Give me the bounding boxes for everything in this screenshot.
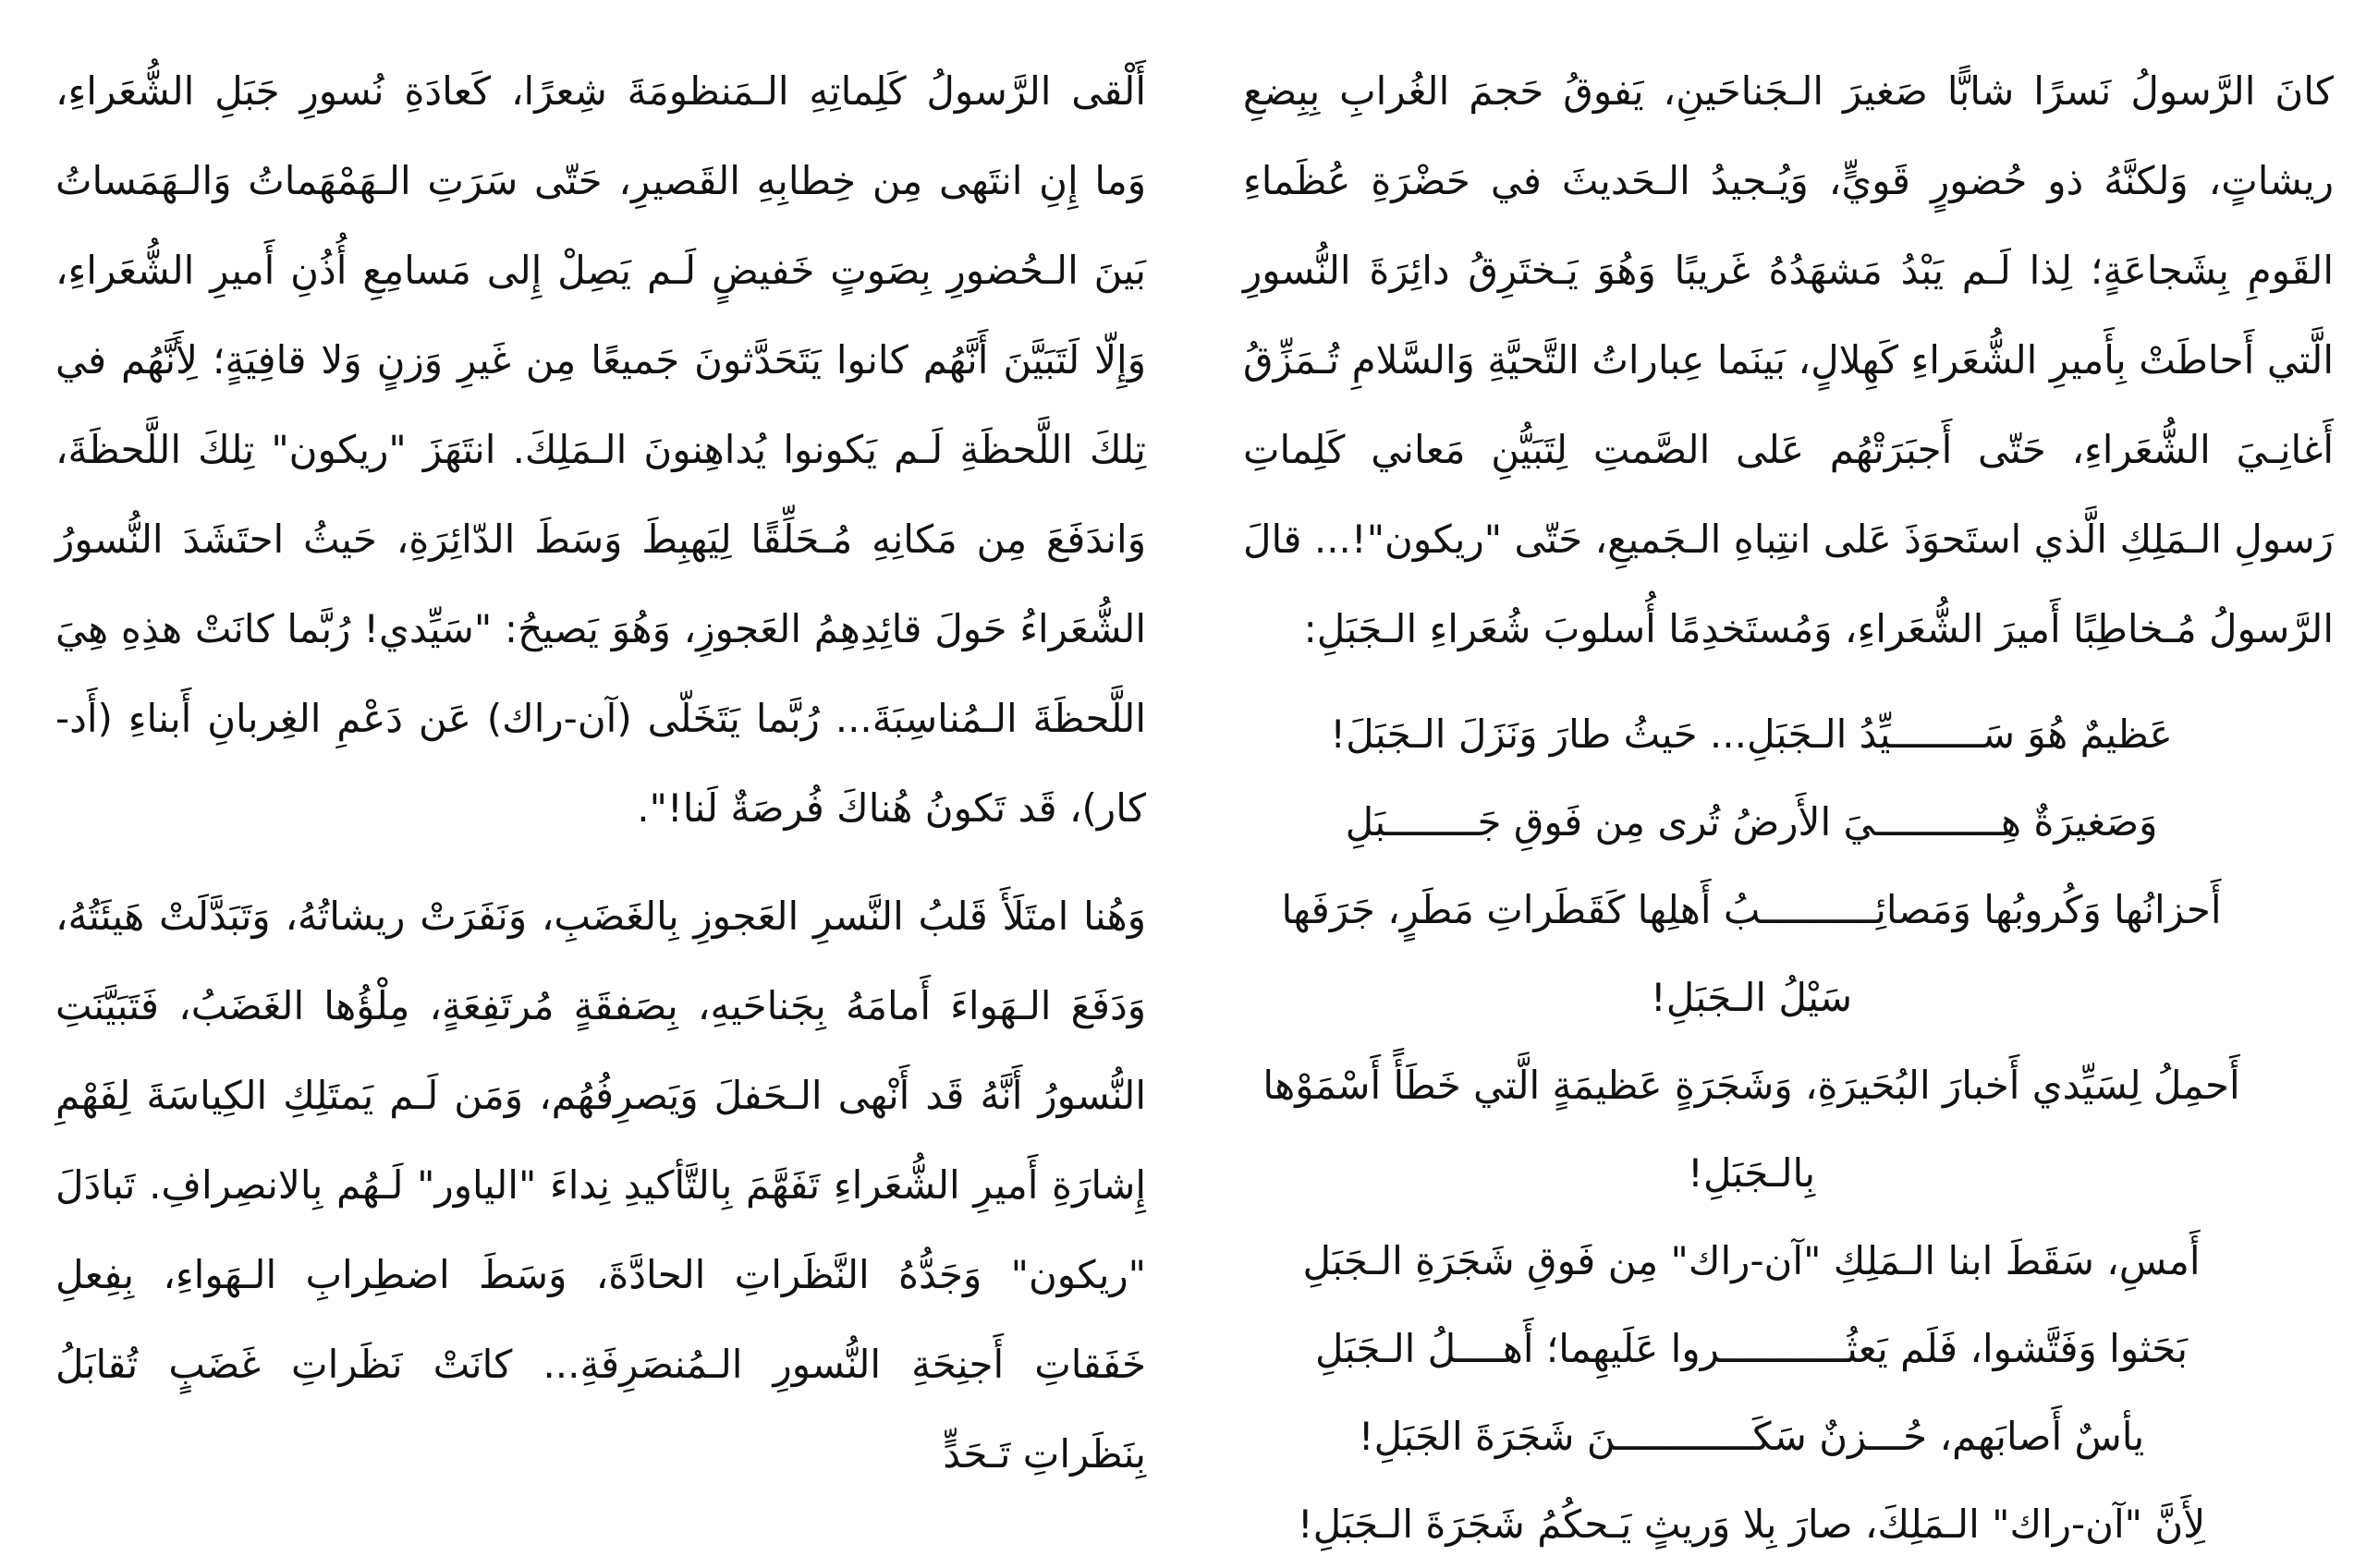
left-paragraph-1: أَلْقى الرَّسولُ كَلِماتِهِ الـمَنظومَةَ شِعرًا، كَعادَةِ نُسورِ جَبَلِ الشُّعَراءِ، وَما إِنِ انتَهى مِن خِطابِهِ القَصيرِ، حَتّى سَرَتِ الـهَمْهَماتُ وَالـهَمَساتُ بَينَ الـحُضورِ بِصَوتٍ خَفيضٍ لَـم يَصِلْ إِلى مَسامِعِ أُذُنِ أَميرِ الشُّعَراءِ، وَإِلّا لَتَبَيَّنَ أَنَّهُم كانوا يَتَحَدَّثونَ جَميعًا مِن غَيرِ وَزنٍ وَلا قافِيَةٍ؛ لِأَنَّهُم في تِلكَ اللَّحظَةِ لَـم يَكونوا يُداهِنونَ الـمَلِكَ. انتَهَزَ "ريكون" تِلكَ اللَّحظَةَ، وَاندَفَعَ مِن مَكانِهِ مُـحَلِّقًا لِيَهبِطَ وَسَطَ الدّائِرَةِ، حَيثُ احتَشَدَ النُّسورُ الشُّعَراءُ حَولَ قائِدِهِمُ العَجوزِ، وَهُوَ يَصيحُ: "سَيِّدي! رُبَّما كانَتْ هذِهِ هِيَ اللَّحظَةَ الـمُناسِبَةَ... رُبَّما يَتَخَلّى (آن-راك) عَن دَعْمِ الغِربانِ أَبناءِ (أَد-كار)، قَد تَكونُ هُناكَ فُرصَةٌ لَنا!". (55, 68, 1146, 831)
verse-line-4: أَحمِلُ لِسَيِّدي أَخبارَ البُحَيرَةِ، وَشَجَرَةٍ عَظيمَةٍ الَّتي خَطَأً أَسْمَوْها بِالـجَبَلِ! (1262, 1063, 2240, 1196)
verse-line-8: لِأَنَّ "آن-راك" الـمَلِكَ، صارَ بِلا وَريثٍ يَـحكُمُ شَجَرَةَ الـجَبَلِ! (1297, 1501, 2206, 1547)
verse-line-2: وَصَغيرَةٌ هِـــــــــــيَ الأَرضُ تُرى مِن فَوقِ جَــــــــبَلِ (1345, 799, 2158, 845)
verse-line-6: بَحَثوا وَفَتَّشوا، فَلَم يَعثُـــــــــــروا عَلَيهِما؛ أَهــــلُ الـجَبَلِ (1314, 1326, 2189, 1371)
right-paragraph-1: كانَ الرَّسولُ نَسرًا شابًّا صَغيرَ الـجَناحَينِ، يَفوقُ حَجمَ الغُرابِ بِبِضعِ ريشاتٍ، وَلكنَّهُ ذو حُضورٍ قَويٍّ، وَيُـجيدُ الـحَديثَ في حَضْرَةِ عُظَماءِ القَومِ بِشَجاعَةٍ؛ لِذا لَـم يَبْدُ مَشهَدُهُ غَريبًا وَهُوَ يَـختَرِقُ دائِرَةَ النُّسورِ الَّتي أَحاطَتْ بِأَميرِ الشُّعَراءِ كَهِلالٍ، بَينَما عِباراتُ التَّحيَّةِ وَالسَّلامِ تُـمَزِّقُ أَغانِـيَ الشُّعَراءِ، حَتّى أَجبَرَتْهُم عَلى الصَّمتِ لِتَبَيُّنِ مَعاني كَلِماتِ رَسولِ الـمَلِكِ الَّذي استَحوَذَ عَلى انتِباهِ الـجَميعِ، حَتّى "ريكون"!... قالَ الرَّسولُ مُـخاطِبًا أَميرَ الشُّعَراءِ، وَمُستَخدِمًا أُسلوبَ شُعَراءِ الـجَبَلِ: (1243, 68, 2334, 651)
left-page-column (55, 46, 1146, 1477)
verse-line-3: أَحزانُها وَكُروبُها وَمَصائِــــــــــبُ أَهلِها كَقَطَراتِ مَطَرٍ، جَرَفَها سَيْلُ الـجَبَلِ! (1281, 887, 2222, 1020)
right-page-column (1243, 46, 2334, 1547)
verse-line-1: عَظيمٌ هُوَ سَــــــــيِّدُ الـجَبَلِ... حَيثُ طارَ وَنَزَلَ الـجَبَلَ! (1330, 711, 2173, 757)
verse-line-5: أَمسِ، سَقَطَ ابنا الـمَلِكِ "آن-راك" مِن فَوقِ شَجَرَةِ الـجَبَلِ (1302, 1238, 2201, 1283)
poem-verse-block (1243, 690, 2334, 1568)
verse-line-7: يأسٌ أَصابَهم، حُـــزنٌ سَكَــــــــــــنَ شَجَرَةَ الجَبَلِ! (1358, 1414, 2145, 1459)
left-paragraph-2: وَهُنا امتَلَأَ قَلبُ النَّسرِ العَجوزِ بِالغَضَبِ، وَنَفَرَتْ ريشاتُهُ، وَتَبَدَّلَتْ هَيئَتُهُ، وَدَفَعَ الـهَواءَ أَمامَهُ بِجَناحَيهِ، بِصَفقَةٍ مُرتَفِعَةٍ، مِلْؤُها الغَضَبُ، فَتَبَيَّنَتِ النُّسورُ أَنَّهُ قَد أَنْهى الـحَفلَ وَيَصرِفُهُم، وَمَن لَـم يَمتَلِكِ الكِياسَةَ لِفَهْمِ إِشارَةِ أَميرِ الشُّعَراءِ تَفَهَّمَ بِالتَّأكيدِ نِداءَ "الياور" لَـهُم بِالانصِرافِ. تَبادَلَ "ريكون" وَجَدُّهُ النَّظَراتِ الحادَّةَ، وَسَطَ اضطِرابِ الـهَواءِ، بِفِعلِ خَفَقاتِ أَجنِحَةِ النُّسورِ الـمُنصَرِفَةِ... كانَتْ نَظَراتِ غَضَبٍ تُقابَلُ بِنَظَراتِ تَـحَدٍّ (55, 893, 1146, 1477)
